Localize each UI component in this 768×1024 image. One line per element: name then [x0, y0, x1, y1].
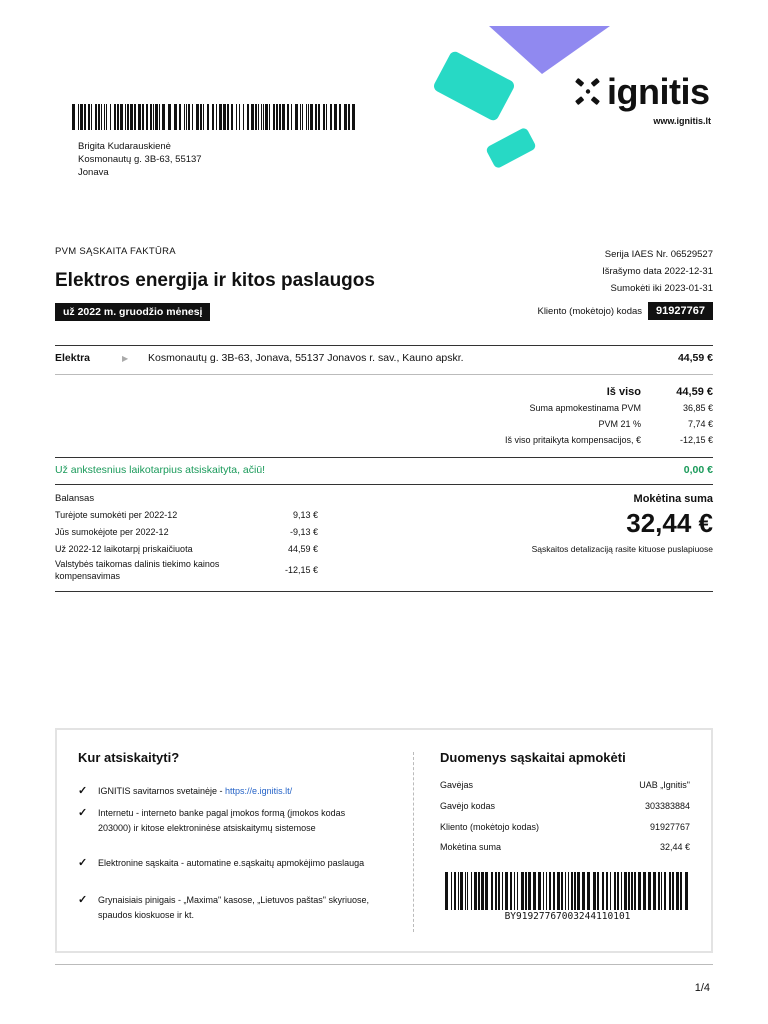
barcode-bar — [219, 104, 222, 130]
barcode-bar — [117, 104, 119, 130]
barcode-bar — [216, 104, 217, 130]
barcode-bar — [352, 104, 355, 130]
barcode-bar — [597, 872, 599, 910]
divider — [55, 374, 713, 375]
barcode-bar — [162, 104, 165, 130]
barcode-bar — [571, 872, 573, 910]
barcode-bar — [326, 104, 327, 130]
barcode-bar — [110, 104, 111, 130]
barcode-bar — [282, 104, 285, 130]
barcode-bar — [302, 104, 303, 130]
barcode-bar — [533, 872, 536, 910]
balance-row — [55, 509, 318, 521]
payment-data-value: UAB „Ignitis" — [639, 780, 690, 790]
barcode-bar — [514, 872, 515, 910]
barcode-bar — [344, 104, 347, 130]
barcode-bar — [231, 104, 233, 130]
barcode-bar — [577, 872, 580, 910]
details-note: Sąskaitos detalizaciją rasite kituose puslapiuose — [531, 544, 713, 554]
barcode-bar — [661, 872, 662, 910]
barcode-bar — [643, 872, 646, 910]
balance-row — [55, 543, 318, 555]
barcode-bar — [120, 104, 123, 130]
barcode-bar — [98, 104, 100, 130]
teal-bar-small — [485, 127, 537, 170]
barcode-bar — [261, 104, 262, 130]
client-code-row — [537, 302, 713, 320]
barcode-bar — [276, 104, 278, 130]
barcode-bar — [339, 104, 341, 130]
barcode-bar — [318, 104, 320, 130]
barcode-bar — [279, 104, 281, 130]
address-barcode — [72, 104, 357, 130]
divider — [55, 457, 713, 458]
vat-base-value: 36,85 € — [682, 403, 713, 413]
pay-option-text — [98, 784, 292, 799]
barcode-bar — [168, 104, 171, 130]
barcode-bar — [130, 104, 133, 130]
barcode-bar — [582, 872, 585, 910]
barcode-bar — [263, 104, 264, 130]
barcode-bar — [481, 872, 484, 910]
payment-data-value: 32,44 € — [659, 842, 690, 852]
barcode-bar — [648, 872, 651, 910]
barcode-bar — [498, 872, 500, 910]
payment-data-label: Kliento (mokėtojo kodas) — [440, 822, 540, 832]
barcode-bar — [247, 104, 249, 130]
barcode-bar — [306, 104, 307, 130]
barcode-bar — [549, 872, 551, 910]
barcode-bar — [543, 872, 544, 910]
payment-data-value: 303383884 — [644, 801, 690, 811]
barcode-bar — [223, 104, 226, 130]
divider — [55, 964, 713, 965]
purple-triangle — [489, 26, 610, 74]
barcode-bar — [295, 104, 298, 130]
barcode-bar — [142, 104, 144, 130]
payment-barcode — [445, 872, 691, 910]
barcode-bar — [610, 872, 611, 910]
barcode-bar — [510, 872, 512, 910]
barcode-bar — [196, 104, 199, 130]
balance-row — [55, 526, 318, 538]
pay-option-label: IGNITIS savitarnos svetainėje - — [98, 786, 226, 796]
pay-option — [78, 893, 378, 923]
checkmark-icon: ✓ — [78, 894, 88, 906]
pay-option-text: Elektronine sąskaita - automatine e.sąskaitų apmokėjimo paslauga — [98, 858, 365, 868]
barcode-bar — [680, 872, 682, 910]
total-row — [607, 386, 713, 398]
barcode-bar — [273, 104, 275, 130]
balance-label: Turėjote sumokėti per 2022-12 — [55, 510, 178, 520]
barcode-bar — [653, 872, 656, 910]
pay-option — [78, 856, 378, 871]
vat-label: PVM 21 % — [598, 419, 641, 429]
barcode-bar — [634, 872, 636, 910]
barcode-bar — [587, 872, 590, 910]
teal-bar-large — [432, 50, 516, 123]
barcode-bar — [334, 104, 337, 130]
barcode-bar — [174, 104, 177, 130]
barcode-bar — [192, 104, 193, 130]
barcode-bar — [269, 104, 270, 130]
barcode-bar — [502, 872, 503, 910]
barcode-bar — [664, 872, 666, 910]
barcode-bar — [330, 104, 332, 130]
barcode-bar — [454, 872, 456, 910]
barcode-bar — [155, 104, 158, 130]
barcode-bar — [106, 104, 107, 130]
payment-data-row — [440, 780, 690, 790]
barcode-bar — [451, 872, 452, 910]
payment-data-row — [440, 822, 690, 832]
barcode-bar — [517, 872, 518, 910]
barcode-bar — [521, 872, 524, 910]
barcode-bar — [114, 104, 116, 130]
barcode-bar — [491, 872, 493, 910]
barcode-bar — [91, 104, 92, 130]
barcode-bar — [631, 872, 633, 910]
barcode-bar — [150, 104, 152, 130]
barcode-bar — [471, 872, 472, 910]
barcode-bar — [621, 872, 622, 910]
barcode-bar — [460, 872, 463, 910]
barcode-bar — [669, 872, 671, 910]
service-address: Kosmonautų g. 3B-63, Jonava, 55137 Jonavos r. sav., Kauno apskr. — [148, 352, 464, 364]
barcode-bar — [574, 872, 576, 910]
barcode-bar — [258, 104, 259, 130]
chevron-right-icon: ▶ — [122, 353, 129, 363]
payment-data-label: Mokėtina suma — [440, 842, 502, 852]
total-value: 44,59 € — [676, 386, 713, 398]
barcode-bar — [72, 104, 75, 130]
barcode-bar — [287, 104, 289, 130]
barcode-bar — [265, 104, 268, 130]
balance-value: -9,13 € — [289, 527, 318, 537]
barcode-bar — [568, 872, 569, 910]
barcode-bar — [485, 872, 488, 910]
balance-value: 9,13 € — [292, 510, 318, 520]
payable-label: Mokėtina suma — [633, 493, 713, 505]
balance-value: -12,15 € — [284, 565, 318, 575]
barcode-bar — [95, 104, 97, 130]
barcode-bar — [186, 104, 187, 130]
barcode-bar — [323, 104, 325, 130]
barcode-bar — [685, 872, 688, 910]
barcode-bar — [243, 104, 244, 130]
barcode-bar — [606, 872, 608, 910]
checkmark-icon: ✓ — [78, 785, 88, 797]
issue-date: Išrašymo data 2022-12-31 — [602, 266, 713, 277]
page-number: 1/4 — [694, 982, 710, 994]
barcode-bar — [348, 104, 350, 130]
barcode-bar — [525, 872, 527, 910]
period-badge: už 2022 m. gruodžio mėnesį — [55, 303, 210, 321]
barcode-bar — [179, 104, 181, 130]
barcode-bar — [134, 104, 136, 130]
barcode-bar — [478, 872, 480, 910]
barcode-bar — [101, 104, 102, 130]
barcode-bar — [495, 872, 497, 910]
barcode-bar — [104, 104, 105, 130]
balance-label: Jūs sumokėjote per 2022-12 — [55, 527, 169, 537]
balance-value: 44,59 € — [287, 544, 318, 554]
barcode-bar — [672, 872, 674, 910]
document-type: PVM SĄSKAITA FAKTŪRA — [55, 246, 176, 257]
divider — [55, 591, 713, 592]
barcode-bar — [200, 104, 202, 130]
barcode-bar — [236, 104, 237, 130]
barcode-bar — [561, 872, 563, 910]
barcode-bar — [251, 104, 254, 130]
barcode-bar — [184, 104, 185, 130]
compensation-label: Iš viso pritaikyta kompensacijos, € — [504, 435, 641, 445]
barcode-bar — [553, 872, 555, 910]
barcode-bar — [658, 872, 660, 910]
barcode-bar — [445, 872, 448, 910]
ignitis-logo — [575, 72, 715, 112]
checkmark-icon: ✓ — [78, 807, 88, 819]
barcode-bar — [315, 104, 317, 130]
service-amount: 44,59 € — [677, 352, 713, 364]
payment-data-row — [440, 842, 690, 852]
barcode-bar — [310, 104, 313, 130]
client-code-badge: 91927767 — [648, 302, 713, 320]
invoice-meta — [602, 246, 713, 297]
barcode-bar — [255, 104, 257, 130]
barcode-bar — [614, 872, 616, 910]
compensation-row — [505, 435, 713, 445]
payment-data-label: Gavėjo kodas — [440, 801, 496, 811]
barcode-bar — [300, 104, 301, 130]
barcode-bar — [676, 872, 679, 910]
previous-periods-value: 0,00 € — [683, 464, 713, 476]
service-row — [55, 352, 713, 364]
logo-text: ignitis — [607, 71, 710, 112]
barcode-bar — [593, 872, 596, 910]
barcode-bar — [538, 872, 541, 910]
barcode-bar — [565, 872, 566, 910]
barcode-number: BY9192776700324411010​1 — [504, 911, 631, 922]
barcode-bar — [308, 104, 309, 130]
barcode-bar — [474, 872, 477, 910]
barcode-bar — [138, 104, 141, 130]
barcode-bar — [291, 104, 292, 130]
barcode-bar — [528, 872, 531, 910]
barcode-bar — [505, 872, 508, 910]
barcode-bar — [153, 104, 154, 130]
barcode-bar — [125, 104, 126, 130]
invoice-series: Serija IAES Nr. 06529527 — [604, 249, 713, 260]
barcode-bar — [84, 104, 86, 130]
pay-option — [78, 806, 378, 836]
recipient-name: Brigita Kudarauskienė — [78, 141, 171, 152]
ignitis-logo-mark-icon — [575, 77, 601, 107]
box-divider — [413, 752, 414, 932]
service-name: Elektra — [55, 352, 91, 364]
barcode-bar — [617, 872, 619, 910]
checkmark-icon: ✓ — [78, 857, 88, 869]
barcode-bar — [628, 872, 630, 910]
recipient-city: Jonava — [78, 167, 109, 178]
due-date: Sumokėti iki 2023-01-31 — [610, 283, 713, 294]
barcode-bar — [465, 872, 466, 910]
barcode-bar — [458, 872, 459, 910]
vat-base-row — [529, 403, 713, 413]
payment-data-label: Gavėjas — [440, 780, 474, 790]
barcode-bar — [207, 104, 209, 130]
barcode-bar — [227, 104, 229, 130]
pay-option-text: Internetu - interneto banke pagal įmokos formą (įmokos kodas 203000) ir kitose elektroninėse atsiskaitymų sistemose — [98, 808, 346, 833]
barcode-bar — [80, 104, 83, 130]
balance-title: Balansas — [55, 493, 95, 504]
balance-label: Valstybės taikomas dalinis tiekimo kainos kompensavimas — [55, 559, 220, 581]
compensation-value: -12,15 € — [679, 435, 713, 445]
divider — [55, 345, 713, 346]
barcode-bar — [557, 872, 560, 910]
payment-data-row — [440, 801, 690, 811]
barcode-bar — [638, 872, 641, 910]
payable-amount: 32,44 € — [626, 508, 713, 538]
vat-row — [598, 419, 713, 429]
barcode-bar — [624, 872, 627, 910]
pay-option-text: Grynaisiais pinigais - „Maxima" kasose, „Lietuvos paštas" skyriuose, spaudos kioskuose ir kt. — [98, 895, 369, 920]
client-code-label: Kliento (mokėtojo) kodas — [537, 305, 643, 317]
website-link[interactable]: www.ignitis.lt — [653, 116, 711, 126]
recipient-address — [78, 140, 202, 179]
total-label: Iš viso — [606, 386, 641, 398]
barcode-bar — [239, 104, 240, 130]
barcode-bar — [467, 872, 468, 910]
self-service-link[interactable]: https://e.ignitis.lt/ — [225, 786, 293, 796]
barcode-bar — [159, 104, 160, 130]
document-title: Elektros energija ir kitos paslaugos — [55, 270, 375, 291]
barcode-bar — [188, 104, 190, 130]
vat-base-label: Suma apmokestinama PVM — [529, 403, 641, 413]
previous-periods-note: Už ankstesnius laikotarpius atsiskaityta, ačiū! — [55, 464, 266, 476]
barcode-bar — [212, 104, 214, 130]
barcode-bar — [78, 104, 79, 130]
payment-data-title: Duomenys sąskaitai apmokėti — [440, 750, 626, 765]
barcode-bar — [88, 104, 90, 130]
vat-value: 7,74 € — [687, 419, 713, 429]
where-to-pay-title: Kur atsiskaityti? — [78, 750, 180, 765]
barcode-bar — [602, 872, 604, 910]
barcode-bar — [546, 872, 547, 910]
pay-option — [78, 784, 378, 799]
balance-label: Už 2022-12 laikotarpį priskaičiuota — [55, 544, 193, 554]
barcode-bar — [127, 104, 129, 130]
barcode-bar — [203, 104, 204, 130]
balance-row — [55, 558, 318, 582]
divider — [55, 484, 713, 485]
payment-data-value: 91927767 — [649, 822, 690, 832]
recipient-street: Kosmonautų g. 3B-63, 55137 — [78, 154, 202, 165]
barcode-bar — [146, 104, 148, 130]
